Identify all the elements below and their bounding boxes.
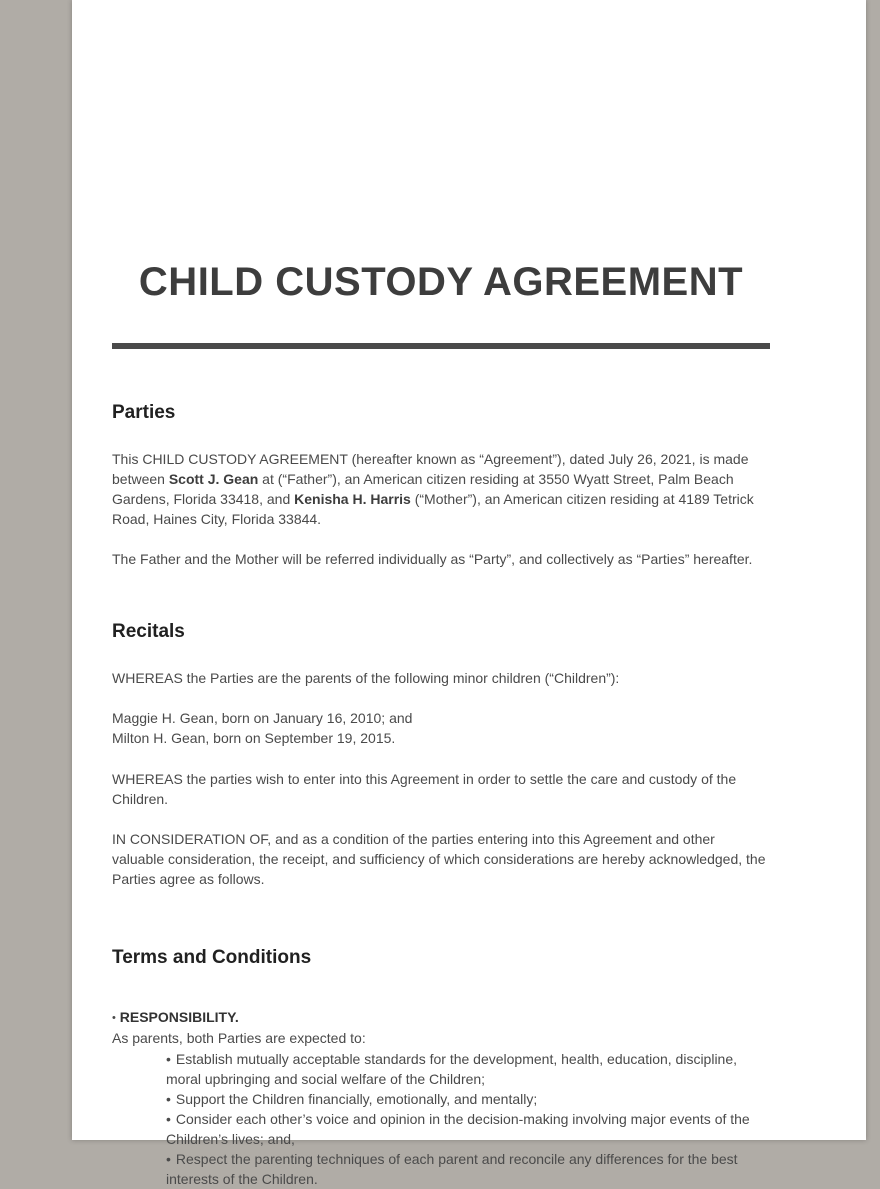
document-page bbox=[72, 0, 866, 1187]
bullet-icon: • bbox=[112, 1012, 116, 1024]
section-heading-parties: Parties bbox=[112, 402, 176, 423]
section-heading-recitals: Recitals bbox=[112, 621, 185, 642]
paragraph-whereas-children: WHEREAS the Parties are the parents of the following minor children (“Children”): bbox=[112, 670, 620, 686]
bullet-icon: • bbox=[166, 1091, 171, 1107]
clause-responsibility bbox=[112, 1007, 770, 1028]
list-item bbox=[112, 1149, 770, 1189]
bullet-icon: • bbox=[166, 1151, 171, 1167]
intro-text-1: This CHILD CUSTODY AGREEMENT (hereafter known as “Agreement”), dated July 26, 2021, is made between bbox=[112, 451, 749, 487]
paragraph-consideration: IN CONSIDERATION OF, and as a condition of the parties entering into this Agreement and other valuable consideration, the receipt, and sufficiency of which considerations are hereby acknowledged, the Parties agree as follows. bbox=[112, 831, 766, 887]
paragraph-parties-referral: The Father and the Mother will be referred individually as “Party”, and collectively as “Parties” hereafter. bbox=[112, 551, 753, 567]
paragraph-parties-intro bbox=[112, 449, 770, 529]
intro-text-2: at (“Father”), an American citizen residing at 3550 Wyatt Street, Palm Beach Gardens, Florida 33418, and bbox=[112, 471, 734, 507]
clause-responsibility-label: RESPONSIBILITY. bbox=[119, 1009, 239, 1025]
list-item-text: Support the Children financially, emotionally, and mentally; bbox=[175, 1091, 538, 1107]
mother-name: Kenisha H. Harris bbox=[294, 491, 411, 507]
clause-responsibility-intro: As parents, both Parties are expected to: bbox=[112, 1030, 366, 1046]
list-item-text: Respect the parenting techniques of each parent and reconcile any differences for the best interests of the Children. bbox=[166, 1151, 738, 1187]
children-list bbox=[112, 708, 770, 748]
responsibility-bullet-list bbox=[112, 1049, 770, 1189]
father-name: Scott J. Gean bbox=[168, 471, 259, 487]
bullet-icon: • bbox=[166, 1111, 171, 1127]
child-line-2: Milton H. Gean, born on September 19, 2015. bbox=[112, 730, 396, 746]
child-line-1: Maggie H. Gean, born on January 16, 2010; and bbox=[112, 710, 413, 726]
paragraph-whereas-agreement: WHEREAS the parties wish to enter into this Agreement in order to settle the care and custody of the Children. bbox=[112, 771, 737, 807]
list-item bbox=[112, 1109, 770, 1149]
list-item-text: Consider each other’s voice and opinion in the decision-making involving major events of the Children’s lives; and, bbox=[166, 1111, 750, 1147]
list-item bbox=[112, 1049, 770, 1089]
bullet-icon: • bbox=[166, 1051, 171, 1067]
intro-text-3: (“Mother”), an American citizen residing at 4189 Tetrick Road, Haines City, Florida 33844. bbox=[112, 491, 754, 527]
document-title: CHILD CUSTODY AGREEMENT bbox=[138, 260, 744, 304]
section-heading-terms: Terms and Conditions bbox=[112, 947, 312, 968]
document-content bbox=[112, 0, 770, 1189]
title-divider bbox=[112, 343, 770, 349]
list-item bbox=[112, 1089, 770, 1109]
list-item-text: Establish mutually acceptable standards for the development, health, education, discipline, moral upbringing and social welfare of the Children; bbox=[166, 1051, 738, 1087]
